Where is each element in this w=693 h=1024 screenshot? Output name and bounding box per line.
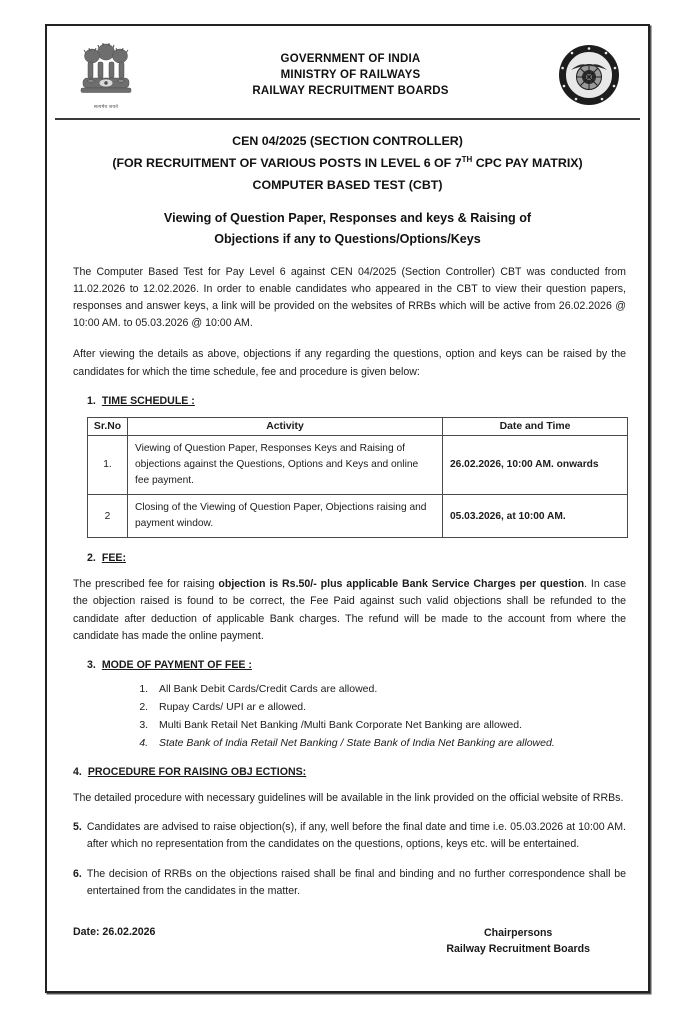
title-recruitment-line [65, 152, 630, 174]
section-3-title: MODE OF PAYMENT OF FEE : [101, 658, 252, 671]
section-2-title: FEE: [101, 552, 126, 565]
section-1-title: TIME SCHEDULE : [101, 394, 195, 407]
section-4-number: 4. [73, 766, 82, 779]
section-6-item [73, 866, 626, 900]
section-4-title: PROCEDURE FOR RAISING OBJ ECTIONS: [87, 766, 307, 779]
table-cell-datetime: 05.03.2026, at 10:00 AM. [443, 495, 628, 538]
section-3-heading [87, 659, 626, 671]
table-row [88, 495, 628, 538]
footer-organisation: Railway Recruitment Boards [446, 942, 590, 955]
section-4-heading [73, 766, 626, 778]
section-4-paragraph: The detailed procedure with necessary guidelines will be available in the link provided on the official website of RRBs. [73, 792, 624, 805]
document-title-block [47, 120, 648, 198]
header-title-group [149, 51, 552, 100]
section-2-paragraph [73, 576, 626, 645]
time-schedule-table [87, 417, 628, 539]
intro-paragraph-2: After viewing the details as above, objections if any regarding the questions, option and keys can be raised by the candidates for which the time schedule, fee and procedure is given below: [73, 348, 626, 378]
section-1-heading [87, 395, 626, 407]
section-3-number: 3. [87, 658, 96, 671]
section-6-text: The decision of RRBs on the objections raised shall be final and binding and no further correspondence shall be entertained from the candidates in the matter. [86, 867, 626, 897]
fee-amount-highlight: objection is Rs.50/- plus applicable Bank Service Charges per question [218, 578, 585, 591]
document-body [47, 264, 648, 958]
title-recruitment-post: CPC PAY MATRIX) [472, 156, 583, 171]
document-page [45, 24, 650, 993]
table-header-row [88, 417, 628, 435]
subtitle-line-2: Objections if any to Questions/Options/Keys [214, 232, 481, 246]
fee-text-post: . In case the objection raised is found to be correct, the Fee Paid against such valid objections shall be refunded to the candidate after deduction of applicable Bank charges. The refund will be made to the account from where the candidate has made the online payment. [73, 578, 626, 642]
list-item: 4. State Bank of India Retail Net Banking / State Bank of India Net Banking are allowed. [151, 734, 626, 752]
title-recruitment-pre: (FOR RECRUITMENT OF VARIOUS POSTS IN LEVEL 6 OF 7 [112, 156, 462, 171]
table-row [88, 435, 628, 494]
payment-modes-list [73, 680, 626, 752]
footer-designation: Chairpersons [484, 926, 553, 939]
section-5-number: 5. [73, 821, 82, 834]
header-line-rrb: RAILWAY RECRUITMENT BOARDS [252, 85, 449, 98]
table-cell-activity: Viewing of Question Paper, Responses Keys and Raising of objections against the Questions, Options and Keys and online fee payment. [128, 435, 443, 494]
subtitle-line-1: Viewing of Question Paper, Responses and keys & Raising of [163, 211, 532, 226]
title-ordinal-suffix: TH [461, 154, 473, 164]
header-line-government: GOVERNMENT OF INDIA [280, 52, 421, 65]
table-cell-datetime: 26.02.2026, 10:00 AM. onwards [443, 435, 628, 494]
section-2-number: 2. [87, 552, 96, 565]
header-line-ministry: MINISTRY OF RAILWAYS [280, 68, 421, 81]
indian-railways-logo-icon [552, 44, 626, 106]
title-cbt-line: COMPUTER BASED TEST (CBT) [252, 178, 443, 193]
list-item: 2. Rupay Cards/ UPI ar e allowed. [151, 698, 626, 716]
table-header-srno: Sr.No [88, 417, 128, 435]
table-cell-activity: Closing of the Viewing of Question Paper, Objections raising and payment window. [128, 495, 443, 538]
section-5-item [73, 819, 626, 853]
document-header [47, 26, 648, 118]
section-5-text: Candidates are advised to raise objection(s), if any, well before the final date and time i.e. 05.03.2026 at 10:00 AM. after which no representation from the candidates on the questions, options, keys etc. will be entertained. [86, 821, 626, 851]
section-1-number: 1. [87, 394, 96, 407]
footer-date: Date: 26.02.2026 [73, 925, 156, 938]
table-header-datetime: Date and Time [443, 417, 628, 435]
document-subtitle-block [47, 198, 648, 250]
title-cen-line: CEN 04/2025 (SECTION CONTROLLER) [232, 134, 463, 148]
table-cell-srno: 1. [88, 435, 128, 494]
section-6-number: 6. [73, 867, 82, 880]
national-emblem-india-icon [69, 41, 143, 110]
table-cell-srno: 2 [88, 495, 128, 538]
fee-text-pre: The prescribed fee for raising [73, 578, 219, 591]
document-footer [73, 926, 626, 958]
footer-signature-block [446, 926, 590, 958]
intro-paragraph-1: The Computer Based Test for Pay Level 6 against CEN 04/2025 (Section Controller) CBT was conducted from 11.02.2026 to 12.02.2026. In order to enable candidates who appeared in the CBT to view their question papers, responses and answer keys, a link will be provided on the websites of RRBs which will be active from 26.02.2026 @ 10:00 AM. to 05.03.2026 @ 10:00 AM. [73, 265, 626, 330]
section-2-heading [87, 552, 626, 564]
table-header-activity: Activity [128, 417, 443, 435]
list-item: 1. All Bank Debit Cards/Credit Cards are allowed. [151, 680, 626, 698]
emblem-motto-text: सत्यमेव जयते [93, 103, 119, 109]
list-item: 3. Multi Bank Retail Net Banking /Multi Bank Corporate Net Banking are allowed. [151, 716, 626, 734]
